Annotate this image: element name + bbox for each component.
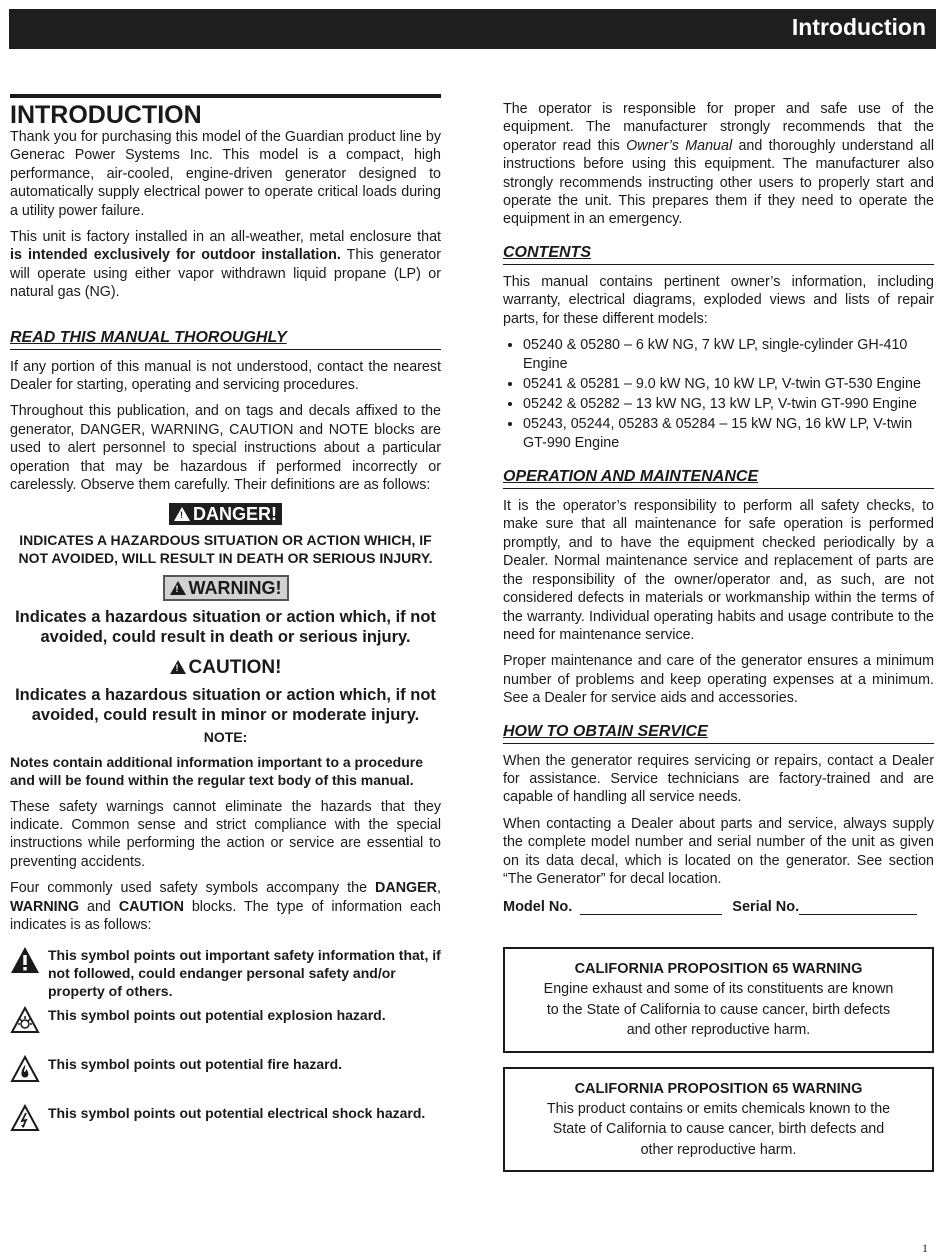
contents-paragraph: This manual contains pertinent owner’s information, including warranty, electrical diagrams, exploded views and lists of repair parts, for these different models:	[503, 273, 934, 327]
model-number-label: Model No.	[503, 899, 573, 916]
symbol-description: This symbol points out potential explosion hazard.	[48, 1007, 386, 1024]
prop65-line: This product contains or emits chemicals known to the	[546, 1100, 891, 1117]
prop65-title: CALIFORNIA PROPOSITION 65 WARNING	[574, 1080, 863, 1097]
ops-paragraph-2: Proper maintenance and care of the generator ensures a minimum number of problems and keep operating expenses at a minimum. See a Dealer for service aids and accessories.	[503, 653, 934, 707]
danger-badge: ! DANGER!	[169, 503, 282, 525]
caution-definition: Indicates a hazardous situation or action which, if not avoided, could result in minor or moderate injury.	[15, 685, 436, 724]
page-title: INTRODUCTION	[10, 101, 202, 129]
list-item: • 05240 & 05280 – 6 kW NG, 7 kW LP, single-cylinder GH-410 Engine	[523, 336, 934, 374]
operator-paragraph: The operator is responsible for proper and safe use of the equipment. The manufacturer strongly recommends that the operator read this Owner’s Manual and thoroughly understand all instructions before using this equipment. The manufacturer also strongly recommends instructing other users to properly start and operate the unit. This prepares them if they need to operate the equipment in an emergency.	[503, 101, 934, 228]
warning-triangle-icon: !	[174, 507, 190, 521]
page-section-title: Introduction	[791, 14, 926, 40]
section-heading-read-manual: READ THIS MANUAL THOROUGHLY	[10, 328, 441, 350]
symbol-description: This symbol points out potential electrical shock hazard.	[48, 1105, 426, 1122]
title-rule	[10, 94, 441, 98]
model-serial-row	[503, 898, 934, 915]
symbol-row	[10, 1104, 441, 1137]
symbol-row	[10, 946, 441, 1000]
warning-triangle-icon: !	[170, 581, 186, 595]
prop65-line: State of California to cause cancer, birth defects and	[552, 1121, 885, 1138]
note-label: NOTE:	[203, 728, 248, 745]
warning-badge-wrap	[10, 575, 441, 601]
symbol-row	[10, 1006, 441, 1039]
model-number-field[interactable]	[580, 898, 722, 915]
warning-badge: ! WARNING!	[163, 575, 289, 601]
explosion-hazard-icon	[10, 1006, 48, 1039]
intro-paragraph-2: This unit is factory installed in an all-weather, metal enclosure that is intended exclusively for outdoor installation. This generator will operate using either vapor withdrawn liquid propane (LP) or natural gas (NG).	[10, 229, 441, 301]
intro-paragraph-1: Thank you for purchasing this model of the Guardian product line by Generac Power Systems Inc. This model is a compact, high performance, air-cooled, engine-driven generator designed to automatically supply electrical power to operate critical loads during a utility power failure.	[10, 129, 441, 219]
caution-badge-wrap	[10, 657, 441, 679]
service-paragraph-2: When contacting a Dealer about parts and service, always supply the complete model number and serial number of the unit as given on its data decal, which is located on the generator. See section “The Generator” for decal location.	[503, 815, 934, 887]
prop65-warning-box	[503, 1067, 934, 1173]
left-column	[10, 94, 441, 1143]
serial-number-label: Serial No.	[732, 899, 800, 916]
serial-number-field[interactable]	[799, 898, 917, 915]
list-item: • 05242 & 05282 – 13 kW NG, 13 kW LP, V-twin GT-990 Engine	[523, 395, 934, 414]
prop65-line: other reproductive harm.	[640, 1141, 797, 1158]
prop65-line: to the State of California to cause cancer, birth defects	[546, 1001, 891, 1018]
symbol-row	[10, 1055, 441, 1088]
prop65-line: and other reproductive harm.	[626, 1022, 811, 1039]
list-item: • 05241 & 05281 – 9.0 kW NG, 10 kW LP, V-twin GT-530 Engine	[523, 375, 934, 394]
danger-definition: INDICATES A HAZARDOUS SITUATION OR ACTION WHICH, IF NOT AVOIDED, WILL RESULT IN DEATH OR SERIOUS INJURY.	[18, 531, 433, 566]
page-number: 1	[922, 1241, 928, 1255]
caution-badge: ! CAUTION!	[165, 657, 287, 679]
service-paragraph-1: When the generator requires servicing or repairs, contact a Dealer for assistance. Service technicians are factory-trained and are capable of handling all service needs.	[503, 752, 934, 806]
section-heading-service: HOW TO OBTAIN SERVICE	[503, 722, 934, 744]
symbol-description: This symbol points out potential fire hazard.	[48, 1056, 343, 1073]
symbol-description: This symbol points out important safety information that, if not followed, could endanger personal safety and/or property of others.	[48, 947, 441, 1000]
section-heading-operation-maintenance: OPERATION AND MAINTENANCE	[503, 467, 934, 489]
ops-paragraph-1: It is the operator’s responsibility to perform all safety checks, to make sure that all maintenance for safe operation is performed promptly, and to have the equipment checked periodically by a Dealer. Normal maintenance service and replacement of parts are the responsibility of the owner/operator and, as such, are not considered defects in materials or workmanship within the terms of the warranty. Individual operating habits and usage contribute to the need for maintenance service.	[503, 498, 934, 643]
read-paragraph-1: If any portion of this manual is not understood, contact the nearest Dealer for starting, operating and servicing procedures.	[10, 358, 441, 394]
header-bar	[9, 9, 936, 49]
safety-alert-icon	[10, 946, 48, 979]
safety-paragraph: These safety warnings cannot eliminate the hazards that they indicate. Common sense and strict compliance with the special instructions while performing the action or service are essential to preventing accidents.	[10, 798, 441, 870]
electrical-shock-icon	[10, 1104, 48, 1137]
section-heading-contents: CONTENTS	[503, 243, 934, 265]
prop65-line: Engine exhaust and some of its constituents are known	[543, 981, 894, 998]
warning-triangle-icon: !	[170, 660, 186, 674]
list-item: • 05243, 05244, 05283 & 05284 – 15 kW NG, 16 kW LP, V-twin GT-990 Engine	[523, 415, 934, 453]
warning-definition: Indicates a hazardous situation or action which, if not avoided, could result in death or serious injury.	[15, 607, 436, 646]
read-paragraph-2: Throughout this publication, and on tags and decals affixed to the generator, DANGER, WARNING, CAUTION and NOTE blocks are used to alert personnel to special instructions about a particular operation that may be hazardous if performed incorrectly or carelessly. Observe them carefully. Their definitions are as follows:	[10, 403, 441, 494]
danger-badge-wrap	[10, 503, 441, 525]
fire-hazard-icon	[10, 1055, 48, 1088]
model-list	[503, 336, 934, 453]
note-definition: Notes contain additional information important to a procedure and will be found within the regular text body of this manual.	[10, 753, 424, 788]
symbols-paragraph: Four commonly used safety symbols accompany the DANGER, WARNING and CAUTION blocks. The type of information each indicates is as follows:	[10, 880, 441, 933]
prop65-warning-box	[503, 947, 934, 1053]
prop65-title: CALIFORNIA PROPOSITION 65 WARNING	[574, 961, 863, 978]
right-column	[503, 100, 934, 1186]
